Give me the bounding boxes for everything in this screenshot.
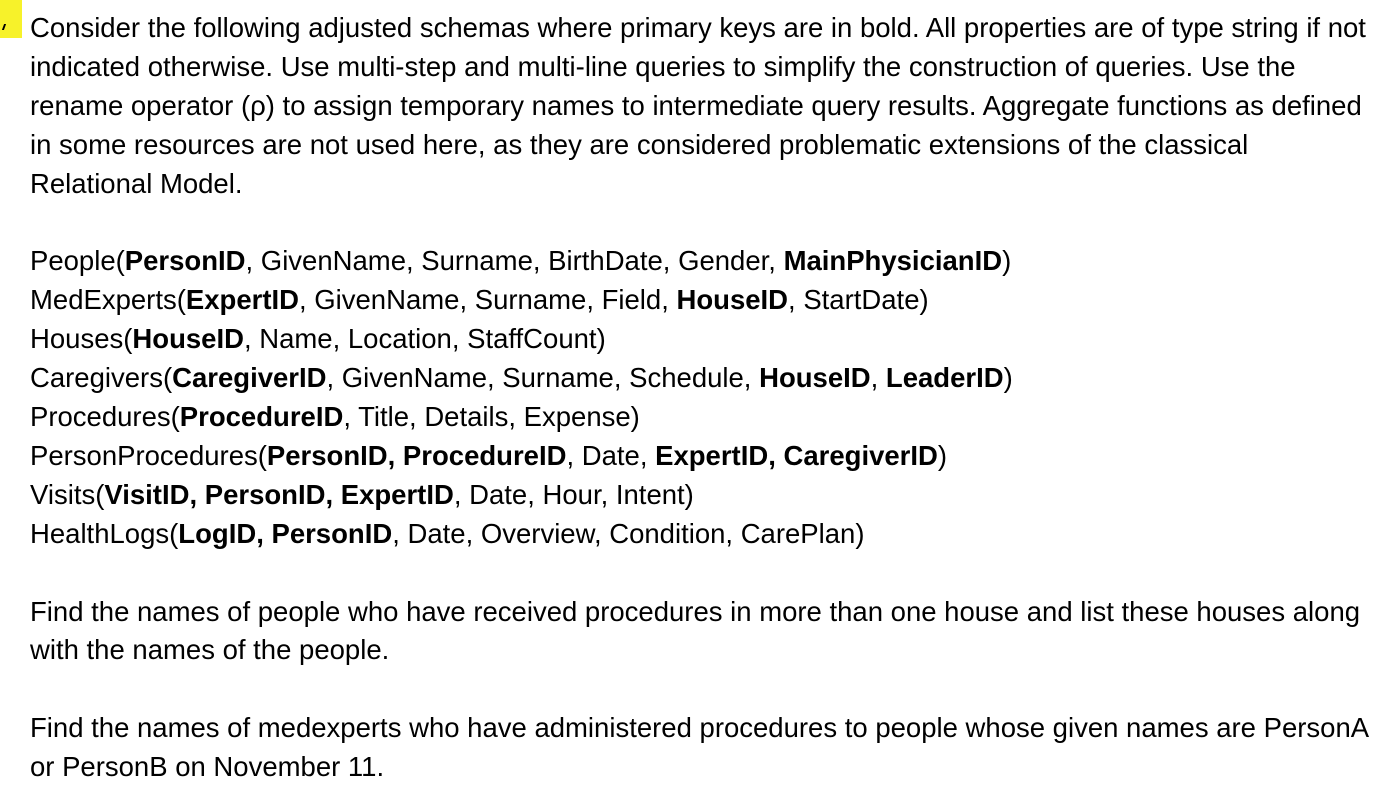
primary-key: HouseID [676, 284, 789, 316]
schema-text: , Date, [566, 439, 656, 471]
schema-text: People( [30, 245, 125, 277]
schema-text: , Title, Details, Expense) [343, 401, 640, 433]
primary-key: HouseID [759, 362, 871, 394]
schema-text: ) [1002, 245, 1012, 277]
question-2: Find the names of medexperts who have administered procedures to people whose given names are PersonA or PersonB on November 11. [30, 712, 1368, 783]
comment-marker[interactable] [0, 0, 22, 38]
primary-key: VisitID, PersonID, ExpertID [104, 478, 454, 510]
schema-visits [30, 476, 1370, 515]
primary-key: CaregiverID [172, 362, 327, 394]
schema-procedures [30, 398, 1370, 437]
schema-people [30, 242, 1370, 281]
schema-list [30, 242, 1370, 553]
primary-key: ExpertID [185, 284, 299, 316]
primary-key: ExpertID, CaregiverID [655, 439, 938, 471]
schema-text: PersonProcedures( [30, 439, 267, 471]
schema-text: , GivenName, Surname, BirthDate, Gender, [245, 245, 784, 277]
schema-text: Caregivers( [30, 362, 173, 394]
primary-key: PersonID, ProcedureID [266, 439, 567, 471]
schema-text: Houses( [30, 323, 133, 355]
primary-key: ProcedureID [179, 401, 344, 433]
schema-text: , GivenName, Surname, Schedule, [326, 362, 760, 394]
schema-text: Visits( [30, 478, 105, 510]
schema-text: MedExperts( [30, 284, 186, 316]
schema-text: , Date, Overview, Condition, CarePlan) [392, 517, 865, 549]
schema-text: ) [937, 439, 948, 471]
schema-text: , GivenName, Surname, Field, [298, 284, 677, 316]
primary-key: LeaderID [885, 362, 1004, 394]
schema-text: , Name, Location, StaffCount) [243, 323, 606, 355]
schema-medexperts [30, 281, 1370, 320]
primary-key: HouseID [132, 323, 244, 355]
schema-text: , Date, Hour, Intent) [453, 478, 694, 510]
schema-caregivers [30, 359, 1370, 398]
schema-text: ) [1003, 362, 1013, 394]
schema-text: , StartDate) [788, 284, 929, 316]
schema-houses [30, 320, 1370, 359]
schema-text: HealthLogs( [30, 517, 179, 549]
schema-healthlogs [30, 515, 1370, 554]
schema-text: , [870, 362, 886, 394]
question-1: Find the names of people who have received procedures in more than one house and list these houses along with the names of the people. [30, 595, 1361, 666]
primary-key: PersonID [124, 245, 246, 277]
schema-personprocedures [30, 437, 1370, 476]
intro-paragraph: Consider the following adjusted schemas where primary keys are in bold. All properties are of type string if not indicated otherwise. Use multi-step and multi-line queries to simplify the construction of queries. Use the rename operator (ρ) to assign temporary names to intermediate query results. Aggregate functions as defined in some resources are not used here, as they are considered problematic extensions of the classical Relational Model. [30, 12, 1366, 199]
primary-key: MainPhysicianID [783, 245, 1003, 277]
primary-key: LogID, PersonID [178, 517, 393, 549]
schema-text: Procedures( [30, 401, 180, 433]
document-body [30, 9, 1370, 787]
